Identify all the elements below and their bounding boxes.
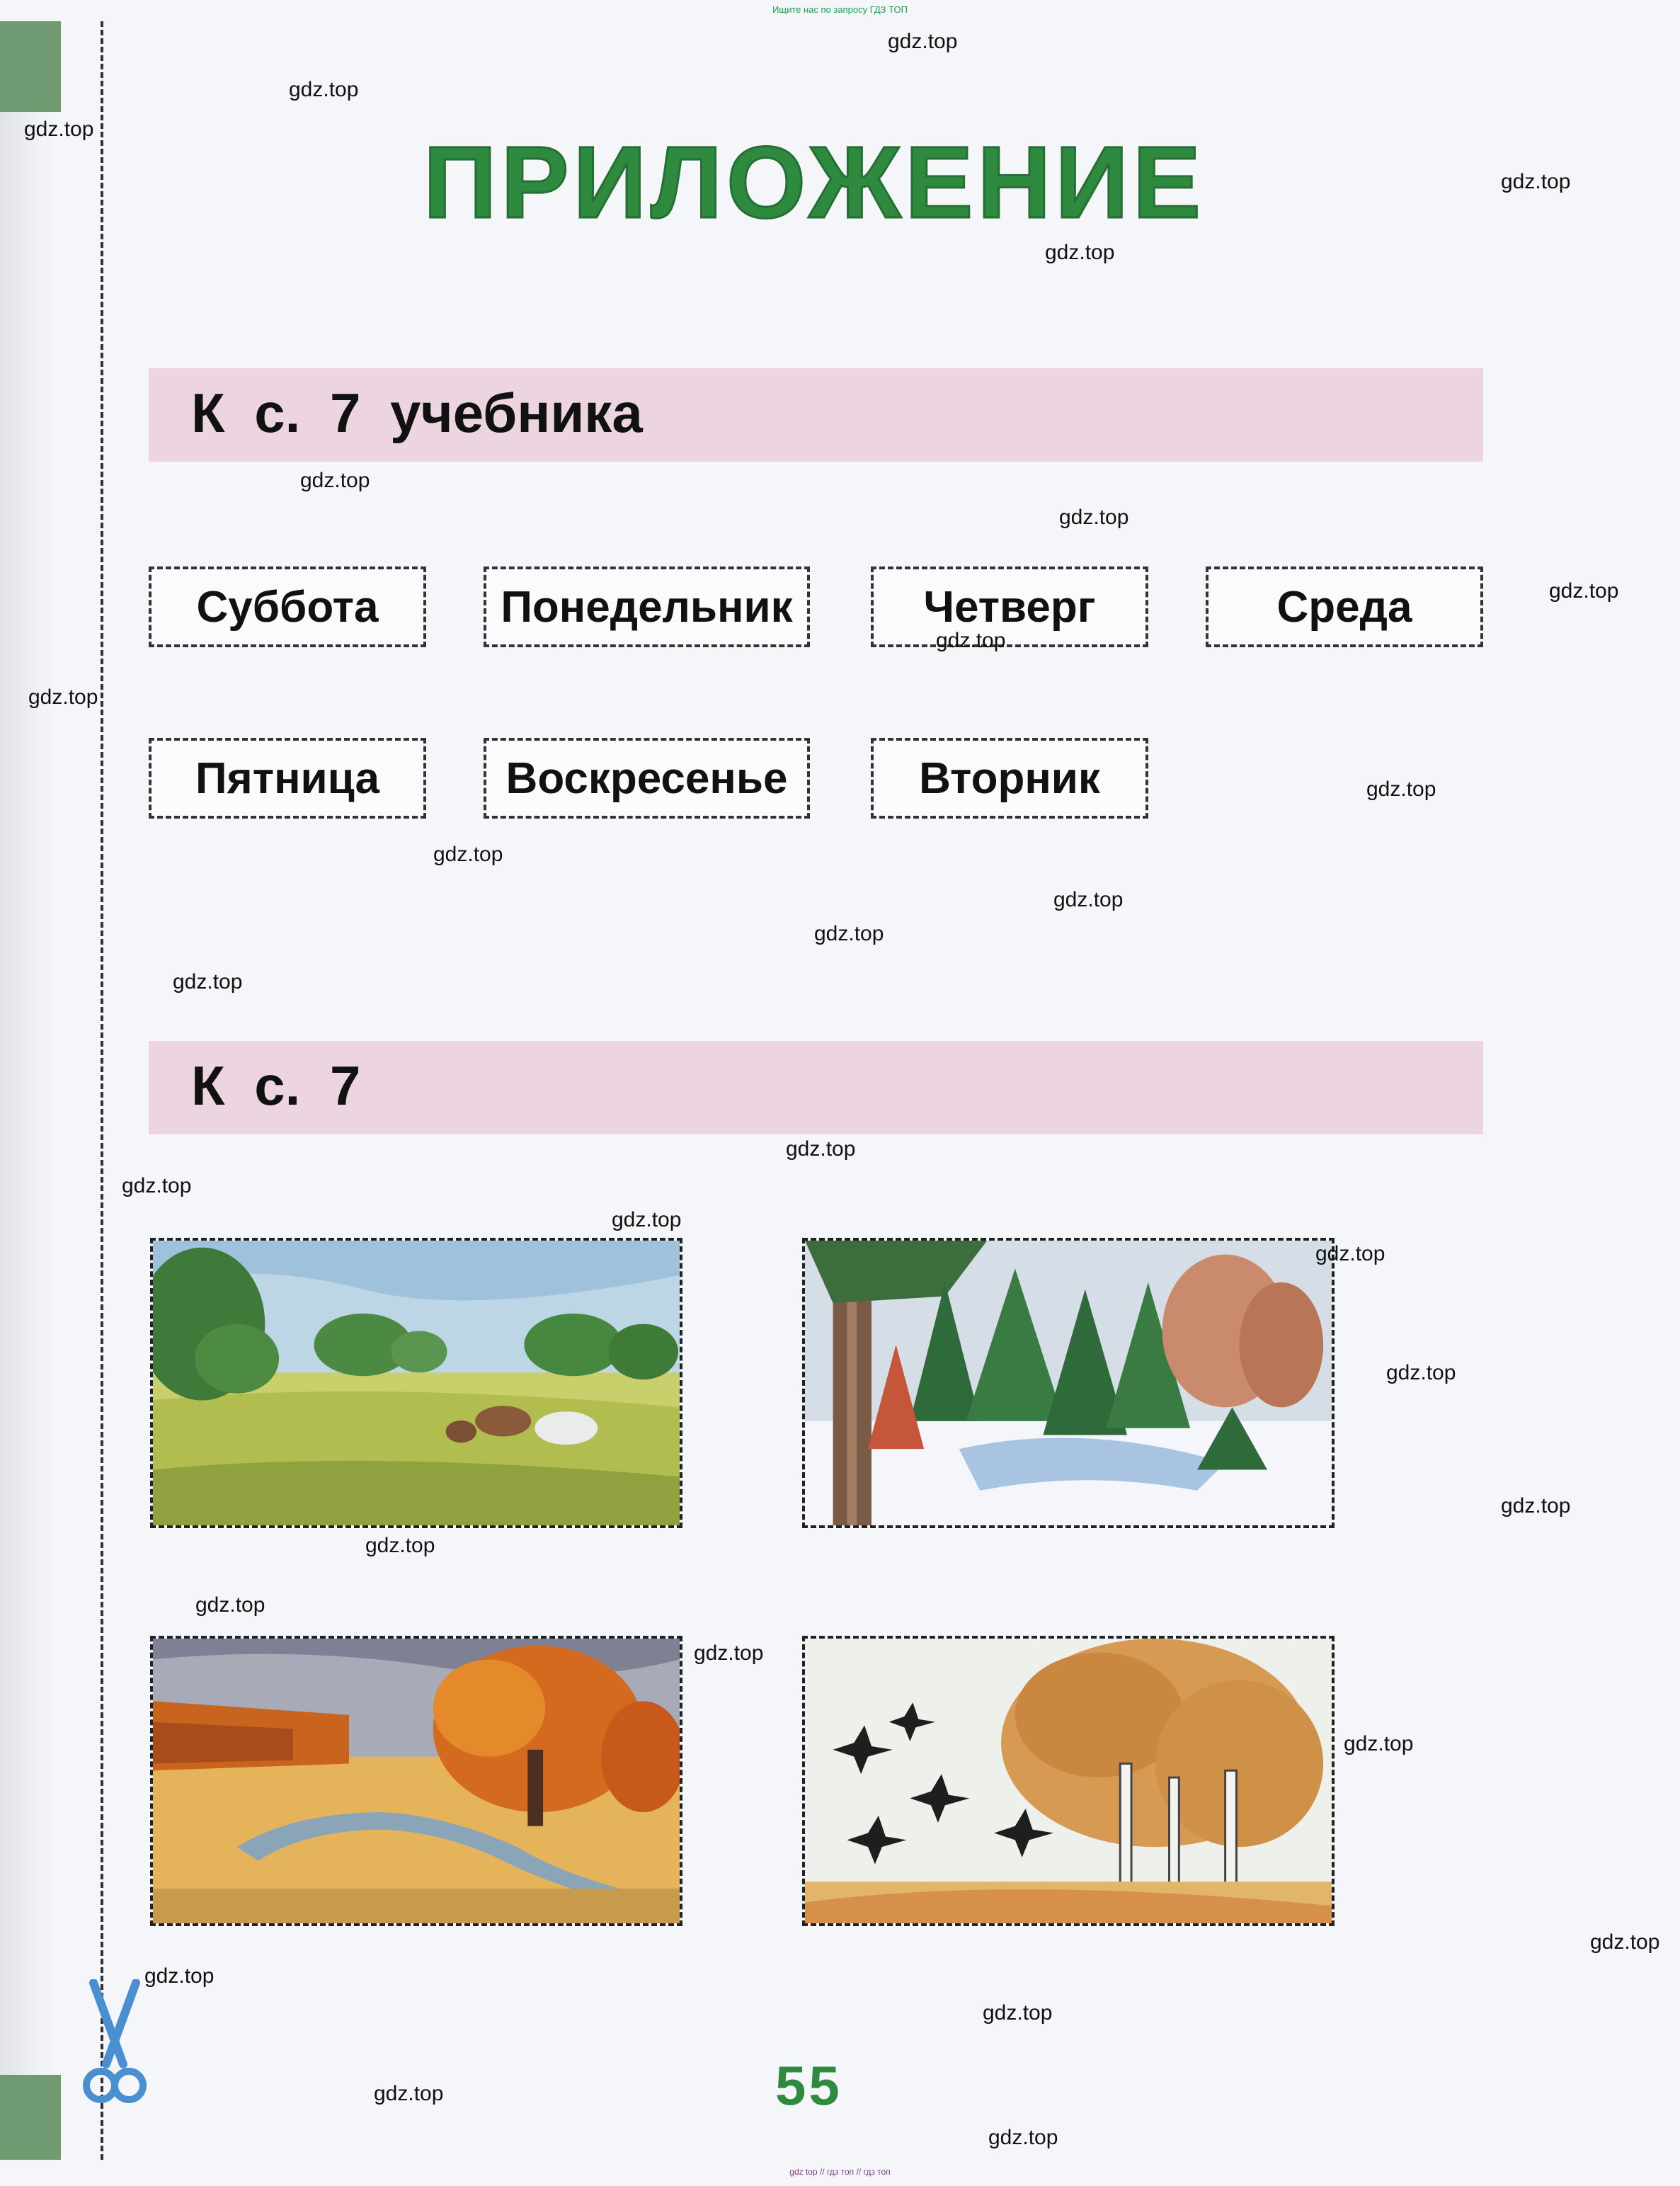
watermark: gdz.top bbox=[24, 118, 94, 141]
watermark: gdz.top bbox=[1344, 1732, 1414, 1755]
section1-heading: К с. 7 учебника bbox=[191, 382, 643, 444]
cut-line bbox=[101, 21, 103, 2160]
page-binding bbox=[0, 21, 61, 2160]
section1-header bbox=[149, 368, 1483, 462]
watermark: gdz.top bbox=[144, 1964, 215, 1988]
watermark: gdz.top bbox=[1501, 1494, 1571, 1518]
day-card-sunday[interactable]: Воскресенье bbox=[484, 738, 810, 819]
day-card-friday[interactable]: Пятница bbox=[149, 738, 426, 819]
watermark: gdz.top bbox=[433, 843, 503, 866]
autumn-landscape-image[interactable] bbox=[150, 1636, 682, 1926]
watermark: gdz.top bbox=[122, 1174, 192, 1197]
watermark: gdz.top bbox=[374, 2082, 444, 2105]
day-card-wednesday[interactable]: Среда bbox=[1206, 567, 1483, 647]
watermark: gdz.top bbox=[365, 1534, 435, 1557]
watermark: gdz.top bbox=[300, 469, 370, 492]
watermark: gdz.top bbox=[1590, 1930, 1660, 1954]
watermark: gdz.top bbox=[1549, 579, 1619, 603]
watermark: gdz.top bbox=[988, 2126, 1058, 2149]
green-corner-bottom bbox=[0, 2075, 61, 2160]
watermark: gdz.top bbox=[888, 30, 958, 53]
winter-forest-image[interactable] bbox=[802, 1238, 1335, 1528]
day-card-thursday[interactable]: Четверг bbox=[871, 567, 1148, 647]
page-number: 55 bbox=[775, 2054, 842, 2117]
watermark: gdz.top bbox=[612, 1208, 682, 1231]
day-card-tuesday[interactable]: Вторник bbox=[871, 738, 1148, 819]
watermark: gdz.top bbox=[28, 685, 98, 709]
watermark: gdz.top bbox=[983, 2001, 1053, 2025]
summer-meadow-image[interactable] bbox=[150, 1238, 682, 1528]
watermark: gdz.top bbox=[1366, 778, 1436, 801]
bottom-note[interactable]: gdz top // гдз топ // гдз топ bbox=[789, 2167, 891, 2177]
watermark: gdz.top bbox=[289, 78, 359, 101]
section2-heading: К с. 7 bbox=[191, 1054, 361, 1117]
page-title: ПРИЛОЖЕНИЕ bbox=[423, 125, 1205, 239]
watermark: gdz.top bbox=[1059, 506, 1129, 529]
watermark: gdz.top bbox=[694, 1641, 764, 1665]
watermark: gdz.top bbox=[936, 629, 1006, 652]
watermark: gdz.top bbox=[173, 970, 243, 994]
watermark: gdz.top bbox=[1386, 1361, 1456, 1384]
day-card-monday[interactable]: Понедельник bbox=[484, 567, 810, 647]
green-corner-top bbox=[0, 21, 61, 112]
watermark: gdz.top bbox=[1501, 170, 1571, 193]
watermark: gdz.top bbox=[1045, 241, 1115, 264]
watermark: gdz.top bbox=[1315, 1242, 1385, 1265]
day-card-saturday[interactable]: Суббота bbox=[149, 567, 426, 647]
watermark: gdz.top bbox=[195, 1593, 265, 1617]
top-note[interactable]: Ищите нас по запросу ГДЗ ТОП bbox=[772, 4, 908, 15]
spring-birches-image[interactable] bbox=[802, 1636, 1335, 1926]
watermark: gdz.top bbox=[814, 922, 884, 945]
watermark: gdz.top bbox=[1053, 888, 1124, 911]
scissors-icon bbox=[79, 1979, 150, 2107]
section2-header bbox=[149, 1041, 1483, 1134]
watermark: gdz.top bbox=[786, 1137, 856, 1161]
